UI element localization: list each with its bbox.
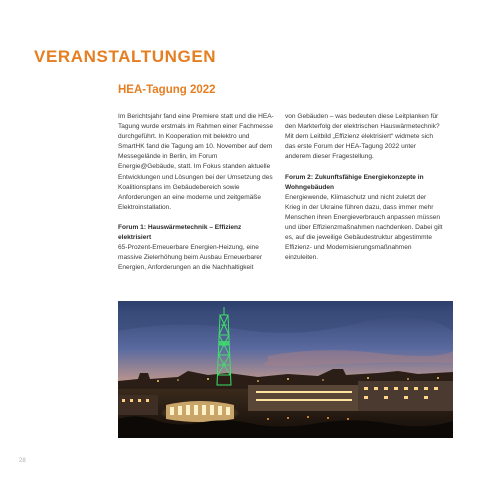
event-venue-photo: [118, 301, 453, 438]
forum2-heading: Forum 2: Zukunftsfähige Energiekonzepte in Wohngebäuden: [285, 173, 424, 191]
article-title: HEA-Tagung 2022: [118, 84, 216, 96]
page-number: 28: [19, 458, 26, 464]
forum1-paragraph: 65-Prozent-Erneuerbare Energien-Heizung, eine massive Zielerhöhung beim Ausbau Erneuerbarer Energien, Anforderungen an die Nachhaltigkeit: [118, 244, 263, 272]
forum2-paragraph: Energiewende, Klimaschutz und nicht zuletzt der Krieg in der Ukraine führen dazu, dass immer mehr Menschen ihren Energieverbrauch anpassen müssen und über Effizienzmaßnahmen nachdenken. Dabei gilt es, auf die jeweilige Gebäudestruktur abgestimmte Effizienz- und Modernisierungsmaßnahmen einzuleiten.: [285, 193, 443, 262]
forum1-continued-paragraph: von Gebäuden – was bedeuten diese Leitplanken für den Markterfolg der elektrischen Hauswärmetechnik? Mit dem Leitbild „Effizienz elektrisiert“ widmete sich das erste Forum der HEA-Tagung 2022 unter anderem dieser Fragestellung.: [285, 113, 440, 161]
forum1-heading: Forum 1: Hauswärmetechnik – Effizienz elektrisiert: [118, 224, 242, 242]
text-column-right: [285, 112, 443, 274]
text-column-left: [118, 112, 276, 284]
intro-paragraph: Im Berichtsjahr fand eine Premiere statt und die HEA-Tagung wurde erstmals im Rahmen einer Fachmesse durchgeführt. In Kooperation mit belektro und SmartHK fand die Tagung am 10. November auf dem Messegelände in Berlin, im Forum Energie@Gebäude, statt. Im Fokus standen aktuelle Entwicklungen und Lösungen bei der Umsetzung des Koalitionsplans im Gebäudebereich sowie Anforderungen an eine moderne und zeitgemäße Elektroinstallation.: [118, 113, 274, 211]
section-title: VERANSTALTUNGEN: [34, 47, 217, 66]
